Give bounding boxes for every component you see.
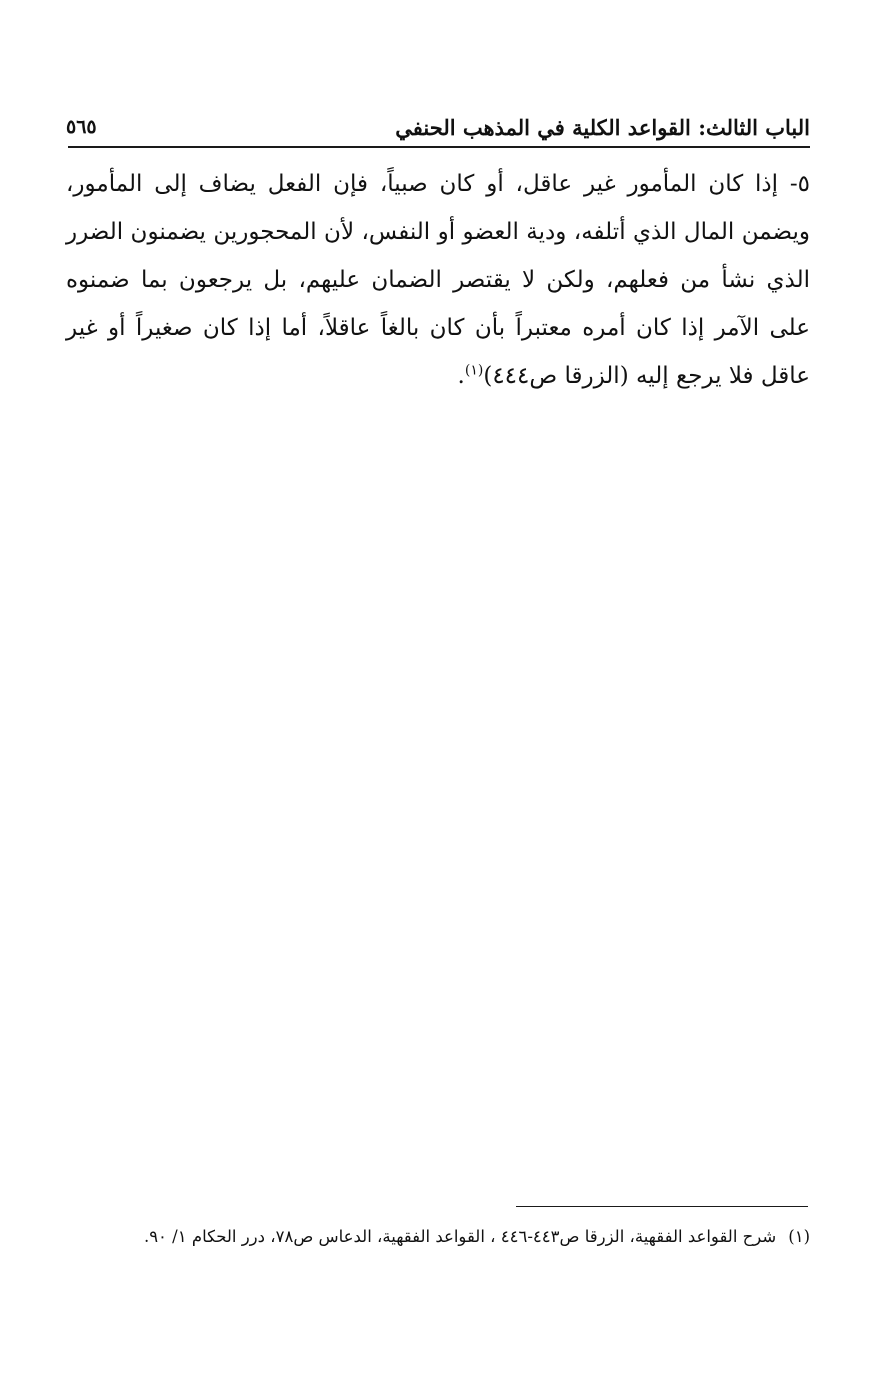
paragraph-item-5: [66, 160, 810, 400]
header-divider: [68, 146, 810, 148]
footnote-divider: [516, 1206, 808, 1207]
chapter-title: الباب الثالث: القواعد الكلية في المذهب الحنفي: [395, 114, 810, 140]
footnote-reference: (١): [464, 362, 484, 379]
paragraph-end-punctuation: .: [457, 363, 465, 389]
footnote-marker: (١): [788, 1227, 810, 1246]
running-header: [66, 110, 810, 144]
main-text: [66, 160, 810, 400]
footnote-text: شرح القواعد الفقهية، الزرقا ص٤٤٣-٤٤٦ ، القواعد الفقهية، الدعاس ص٧٨، درر الحكام ١/ ٩٠.: [143, 1227, 777, 1246]
footnote: [62, 1222, 810, 1252]
page-number: ٥٦٥: [66, 116, 97, 138]
paragraph-text: ٥- إذا كان المأمور غير عاقل، أو كان صبياً، فإن الفعل يضاف إلى المأمور، ويضمن المال الذي أتلفه، ودية العضو أو النفس، لأن المحجورين يضمنون الضرر الذي نشأ من فعلهم، ولكن لا يقتصر الضمان عليهم، بل يرجعون بما ضمنوه على الآمر إذا كان أمره معتبراً بأن كان بالغاً عاقلاً، أما إذا كان صغيراً أو غير عاقل فلا يرجع إليه (الزرقا ص٤٤٤): [66, 171, 810, 389]
